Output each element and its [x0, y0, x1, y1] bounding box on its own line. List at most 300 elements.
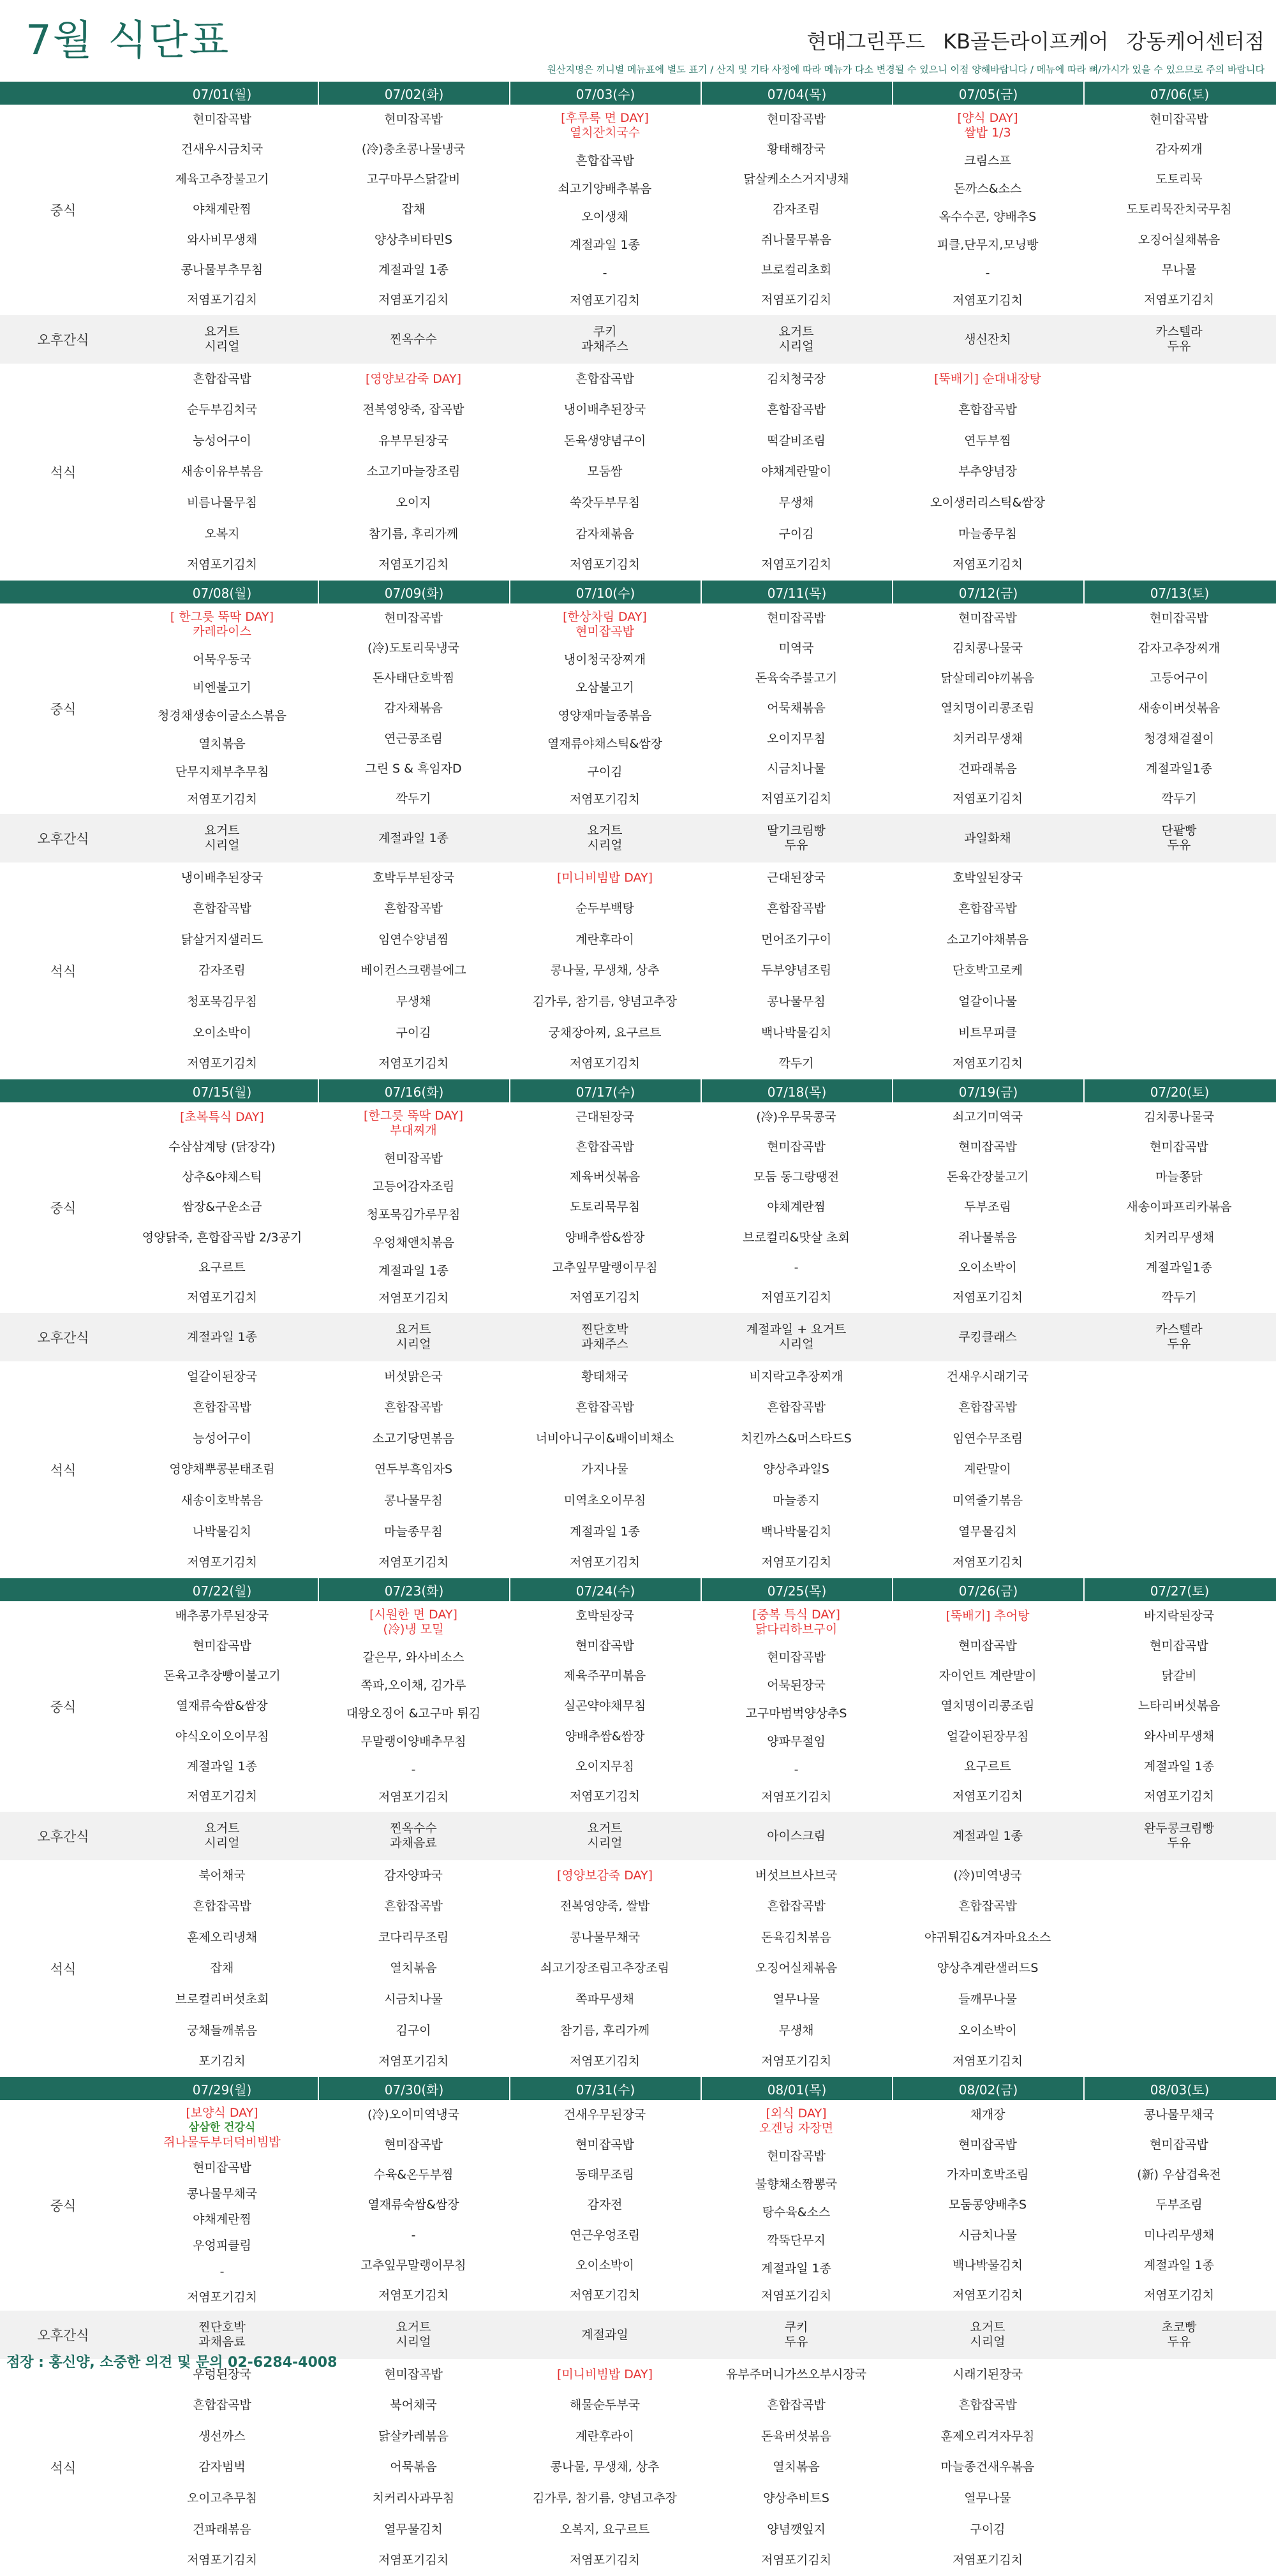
- menu-item: 돈육간장불고기: [946, 1170, 1029, 1185]
- menu-item: (冷)도토리묵냉국: [367, 641, 459, 656]
- menu-item: 양념깻잎지: [767, 2522, 826, 2536]
- menu-item: 열무나물: [773, 1992, 820, 2007]
- menu-item: 실곤약야채무침: [563, 1699, 646, 1714]
- menu-item: 미역국: [778, 641, 814, 656]
- menu-item: 오이지무침: [767, 731, 826, 746]
- menu-item: 두유: [784, 838, 808, 852]
- menu-item: 먼어조기구이: [760, 932, 832, 947]
- notice-text: 원산지명은 끼니별 메뉴표에 별도 표기 / 산지 및 기타 사정에 따라 메뉴가 다소 변경될 수 있으니 이점 양해바랍니다 / 메뉴에 따라 뼈/가시가 있을 수 있으므로 주의 바랍니다: [547, 64, 1265, 75]
- menu-item: 코다리무조림: [378, 1930, 449, 1944]
- menu-item: 임연수무조림: [952, 1431, 1023, 1446]
- menu-item: 영양재마늘종볶음: [558, 708, 652, 723]
- menu-item: 오이소박이: [958, 2023, 1017, 2038]
- menu-item: 콩나물무침: [384, 1493, 443, 1508]
- menu-item: 저염포기김치: [378, 558, 449, 572]
- menu-item: 저염포기김치: [378, 2288, 449, 2302]
- menu-item: 쇠고기양배추볶음: [558, 182, 652, 196]
- menu-item: 계절과일 1종: [570, 1524, 640, 1539]
- menu-item: 과채음료: [198, 2335, 246, 2349]
- menu-item: 계절과일 1종: [187, 1759, 257, 1773]
- menu-item: 과일화채: [964, 831, 1011, 845]
- menu-item: 수삼삼계탕 (닭장각): [168, 1140, 276, 1155]
- menu-item: 흔합잡곡밥: [384, 1400, 443, 1415]
- date-cell: 07/30(화): [318, 2077, 509, 2100]
- menu-cell: [892, 862, 1083, 1079]
- date-cell: 07/25(목): [701, 1578, 892, 1601]
- menu-item: 흔합잡곡밥: [193, 1899, 251, 1914]
- menu-item: 현미잡곡밥: [384, 2138, 443, 2152]
- dinner-section: [0, 2359, 1276, 2576]
- menu-item: 저염포기김치: [952, 558, 1023, 572]
- event-banner: [초복특식 DAY]: [180, 1110, 264, 1125]
- menu-item: 저염포기김치: [378, 1790, 449, 1805]
- menu-item: 비름나물무침: [186, 496, 258, 510]
- menu-item: 자이언트 계란말이: [938, 1669, 1037, 1684]
- date-cell: 07/31(수): [509, 2077, 701, 2100]
- date-cell: 07/20(토): [1083, 1079, 1275, 1102]
- menu-cell: [701, 603, 892, 814]
- menu-item: 오이소박이: [193, 1025, 251, 1040]
- menu-item: 임연수양념찜: [378, 932, 449, 947]
- menu-item: 열치볶음: [773, 2460, 820, 2475]
- menu-cell: [126, 1102, 318, 1313]
- menu-item: 흔합잡곡밥: [958, 901, 1017, 916]
- menu-item: 고구마범벅양상추S: [745, 1706, 847, 1721]
- menu-cell: [509, 603, 701, 814]
- menu-item: 청포묵김무침: [186, 995, 258, 1009]
- menu-item: 백나박물김치: [760, 1025, 832, 1040]
- event-banner: [한상차림 DAY] 현미잡곡밥: [563, 610, 647, 639]
- menu-cell: [126, 1812, 318, 1860]
- menu-cell: [509, 364, 701, 581]
- menu-item: 얼갈이된장국: [186, 1369, 258, 1384]
- dinner-label: 석식: [50, 1463, 77, 1478]
- menu-item: 콩나물부추무침: [181, 262, 263, 277]
- date-cell: 07/19(금): [892, 1079, 1083, 1102]
- menu-item: 김치콩나물국: [1143, 1110, 1215, 1125]
- menu-item: 쪽파,오이채, 김가루: [360, 1678, 466, 1693]
- menu-item: 과채주스: [581, 339, 628, 353]
- menu-item: 너비아니구이&배이비채소: [535, 1431, 674, 1446]
- menu-item: 쿠킹클래스: [958, 1329, 1017, 1344]
- menu-item: 오이지무침: [575, 1759, 634, 1773]
- menu-cell: [509, 1102, 701, 1313]
- menu-item: 저염포기김치: [952, 1290, 1023, 1305]
- date-cell: 07/11(목): [701, 581, 892, 603]
- menu-item: 저염포기김치: [569, 792, 641, 807]
- menu-cell: [892, 1601, 1083, 1812]
- menu-item: 새송이버섯볶음: [1138, 701, 1220, 716]
- menu-item: 시리얼: [587, 1836, 623, 1850]
- menu-item: 현미잡곡밥: [1150, 2138, 1208, 2152]
- snack-section: [0, 1812, 1276, 1860]
- menu-item: 흔합잡곡밥: [575, 1140, 634, 1155]
- menu-item: 저염포기김치: [952, 1555, 1023, 1570]
- date-cell: 07/12(금): [892, 581, 1083, 603]
- menu-cell: [318, 862, 509, 1079]
- menu-item: 참기름, 후리가께: [560, 2023, 650, 2038]
- menu-item: 카스텔라: [1155, 325, 1203, 339]
- menu-cell: [892, 1361, 1083, 1578]
- date-cell: 07/04(목): [701, 82, 892, 105]
- menu-item: 어묵우동국: [193, 653, 251, 667]
- menu-item: 계절과일 1종: [570, 237, 640, 252]
- menu-item: 깍두기: [1161, 1290, 1197, 1305]
- menu-item: 호박잎된장국: [952, 870, 1023, 885]
- menu-item: 가자미호박조림: [946, 2168, 1029, 2182]
- menu-item: 어묵된장국: [767, 1678, 826, 1693]
- date-cell: 07/23(화): [318, 1578, 509, 1601]
- menu-item: 저염포기김치: [952, 1056, 1023, 1071]
- menu-item: 돈까스&소스: [953, 182, 1022, 196]
- menu-cell: [892, 2359, 1083, 2576]
- event-banner: [ 한그릇 뚝딱 DAY] 카레라이스: [170, 610, 274, 639]
- menu-item: 완두콩크림빵: [1143, 1821, 1215, 1835]
- menu-item: 새송이파프리카볶음: [1126, 1200, 1232, 1215]
- lunch-section: [0, 2100, 1276, 2311]
- menu-item: 계란후라이: [575, 2429, 634, 2443]
- menu-item: 시금치나물: [958, 2228, 1017, 2242]
- lunch-section: [0, 603, 1276, 814]
- menu-item: 현미잡곡밥: [384, 112, 443, 127]
- date-cell: 07/02(화): [318, 82, 509, 105]
- menu-item: 감자조림: [198, 963, 246, 978]
- menu-item: 저염포기김치: [760, 1290, 832, 1305]
- menu-item: 닭살케소스거지냉채: [743, 172, 849, 187]
- menu-item: 비지락고추장찌개: [749, 1369, 843, 1384]
- dinner-section: [0, 364, 1276, 581]
- menu-cell: [701, 814, 892, 862]
- menu-cell: [126, 364, 318, 581]
- date-cell: 08/02(금): [892, 2077, 1083, 2100]
- event-menu-item: 쥐나물두부더덕비빔밥: [163, 2135, 281, 2149]
- menu-item: 도토리묵잔치국무침: [1126, 202, 1232, 217]
- event-banner: [미니비빔밥 DAY]: [556, 2367, 653, 2381]
- menu-item: 야귀튀김&겨자마요소스: [924, 1930, 1051, 1944]
- menu-item: 두유: [1167, 1836, 1191, 1850]
- menu-item: 북어채국: [198, 1868, 246, 1883]
- menu-item: 돈사태단호박찜: [372, 671, 455, 686]
- menu-item: 쥐나물볶음: [958, 1230, 1017, 1245]
- menu-item: 찐옥수수: [390, 1821, 437, 1835]
- menu-item: 바지락된장국: [1143, 1609, 1215, 1624]
- menu-item: 감자고추장찌개: [1138, 641, 1220, 656]
- menu-item: 저염포기김치: [1143, 292, 1215, 307]
- menu-item: 김치청국장: [767, 371, 826, 386]
- menu-item: 흔합잡곡밥: [958, 1899, 1017, 1914]
- menu-item: 능성어구이: [193, 1431, 251, 1446]
- menu-item: 계절과일 + 요거트: [746, 1322, 847, 1336]
- menu-item: 찐단호박: [198, 2320, 246, 2334]
- snack-label: 오후간식: [37, 2328, 89, 2343]
- menu-item: 참기름, 후리가께: [368, 526, 459, 541]
- menu-item: 감자조림: [773, 202, 820, 217]
- date-cell: 07/13(토): [1083, 581, 1275, 603]
- menu-item: 콩나물, 무생채, 상추: [550, 2460, 660, 2475]
- menu-item: 양상추비타민S: [374, 232, 453, 247]
- menu-item: 우렁된장국: [193, 2367, 251, 2381]
- menu-cell: [509, 814, 701, 862]
- menu-item: 열치명이리콩조림: [940, 1699, 1035, 1714]
- menu-cell: [509, 315, 701, 364]
- menu-item: 청포묵김가루무침: [366, 1207, 461, 1222]
- menu-item: 야채계란말이: [760, 464, 832, 479]
- menu-item: 흔합잡곡밥: [575, 154, 634, 168]
- menu-cell: [126, 862, 318, 1079]
- menu-item: 상추&야채스틱: [182, 1170, 262, 1185]
- menu-cell: [1083, 2100, 1275, 2311]
- menu-item: 건파래볶음: [193, 2522, 251, 2536]
- menu-item: -: [411, 2228, 416, 2242]
- menu-item: 흔합잡곡밥: [767, 2398, 826, 2413]
- menu-item: 요거트: [778, 325, 814, 339]
- menu-item: 현미잡곡밥: [958, 1140, 1017, 1155]
- menu-item: -: [794, 1762, 799, 1777]
- menu-item: 대왕오징어 &고구마 튀김: [346, 1706, 481, 1721]
- menu-cell: [1083, 364, 1275, 581]
- menu-cell: [701, 1313, 892, 1361]
- menu-item: 흔합잡곡밥: [575, 371, 634, 386]
- lunch-section: [0, 1601, 1276, 1812]
- menu-item: 청경채생송이굴소스볶음: [158, 708, 286, 723]
- menu-item: 소고기야채볶음: [946, 932, 1029, 947]
- menu-item: 시리얼: [396, 1337, 431, 1351]
- menu-item: 야식오이오이무침: [175, 1729, 269, 1743]
- menu-item: 연근콩조림: [384, 731, 443, 746]
- menu-item: 콩나물무채국: [569, 1930, 641, 1944]
- menu-item: 오복지: [204, 526, 240, 541]
- menu-item: 제육고추장불고기: [175, 172, 269, 187]
- menu-item: 요거트: [204, 824, 240, 838]
- menu-item: 저염포기김치: [186, 558, 258, 572]
- menu-item: 초코빵: [1161, 2320, 1197, 2334]
- menu-cell: [1083, 315, 1275, 364]
- menu-cell: [318, 315, 509, 364]
- menu-item: 흔합잡곡밥: [958, 2398, 1017, 2413]
- menu-item: 닭살데리야끼볶음: [940, 671, 1035, 686]
- menu-item: 양상추계란샐러드S: [937, 1961, 1039, 1976]
- menu-item: 두유: [1167, 1337, 1191, 1351]
- menu-cell: [318, 2311, 509, 2359]
- menu-item: 마늘종건새우볶음: [940, 2460, 1035, 2475]
- menu-item: 요구르트: [964, 1759, 1011, 1773]
- menu-cell: [701, 862, 892, 1079]
- menu-item: 흔합잡곡밥: [575, 1400, 634, 1415]
- menu-item: 현미잡곡밥: [193, 2161, 251, 2175]
- menu-item: 현미잡곡밥: [193, 1639, 251, 1654]
- menu-item: 건파래볶음: [958, 761, 1017, 776]
- menu-item: 쇠고기장조림고추장조림: [540, 1961, 669, 1976]
- menu-item: (冷)충초콩나물냉국: [361, 142, 466, 157]
- menu-item: 냉이배추된장국: [563, 403, 646, 417]
- menu-item: 북어채국: [390, 2398, 437, 2413]
- menu-cell: [1083, 1313, 1275, 1361]
- menu-cell: [318, 814, 509, 862]
- date-cell: 07/27(토): [1083, 1578, 1275, 1601]
- menu-item: 열무나물: [964, 2491, 1011, 2506]
- menu-cell: [892, 105, 1083, 315]
- menu-item: 모둠 동그랑땡전: [753, 1170, 840, 1185]
- menu-item: 전복영양죽, 잡곡밥: [362, 403, 464, 417]
- menu-item: 와사비무생채: [1143, 1729, 1215, 1743]
- date-cell: 07/05(금): [892, 82, 1083, 105]
- menu-item: 브로컬리&맛살 초회: [743, 1230, 850, 1245]
- menu-item: 버섯브브사브국: [755, 1868, 838, 1883]
- menu-item: 포기김치: [198, 2054, 246, 2069]
- menu-item: 구이김: [396, 1025, 431, 1040]
- menu-item: 김가루, 참기름, 양념고추장: [532, 2491, 678, 2506]
- menu-item: 탕수육&소스: [762, 2205, 831, 2219]
- menu-cell: [892, 1102, 1083, 1313]
- menu-item: 김가루, 참기름, 양념고추장: [532, 995, 678, 1009]
- menu-cell: [1083, 814, 1275, 862]
- menu-cell: [126, 1313, 318, 1361]
- menu-item: 시금치나물: [384, 1992, 443, 2007]
- menu-item: 요거트: [970, 2320, 1005, 2334]
- event-banner: [미니비빔밥 DAY]: [556, 870, 653, 885]
- menu-item: 찐단호박: [581, 1322, 628, 1336]
- menu-item: 가지나물: [581, 1462, 628, 1477]
- menu-item: 오이지: [396, 496, 431, 510]
- menu-item: 떡갈비조림: [767, 433, 826, 448]
- menu-item: 훈제오리겨자무침: [940, 2429, 1035, 2443]
- menu-item: 현미잡곡밥: [384, 2367, 443, 2381]
- menu-item: 저염포기김치: [186, 1789, 258, 1803]
- menu-item: 얼갈이된장무침: [946, 1729, 1029, 1743]
- menu-item: 미나리무생채: [1143, 2228, 1215, 2242]
- menu-item: 찐옥수수: [390, 332, 437, 346]
- menu-item: 냉이청국장찌개: [563, 653, 646, 667]
- menu-item: 콩나물무침: [767, 995, 826, 1009]
- menu-item: 쿠키: [784, 2320, 808, 2334]
- date-header-row: [0, 2077, 1276, 2100]
- menu-item: 저염포기김치: [952, 2288, 1023, 2302]
- menu-item: 저염포기김치: [760, 292, 832, 307]
- menu-item: 두부조림: [1155, 2198, 1203, 2212]
- menu-item: 열치명이리콩조림: [940, 701, 1035, 716]
- menu-cell: [126, 315, 318, 364]
- menu-item: 흔합잡곡밥: [767, 403, 826, 417]
- week-block: [0, 82, 1276, 581]
- menu-item: 단팥빵: [1161, 824, 1197, 838]
- menu-item: 쥐나물무볶음: [760, 232, 832, 247]
- menu-item: 연근우엉조림: [569, 2228, 641, 2242]
- menu-item: 옥수수콘, 양배추S: [938, 209, 1037, 224]
- menu-item: (冷)미역냉국: [953, 1868, 1022, 1883]
- menu-item: 두유: [784, 2335, 808, 2349]
- menu-item: 카스텔라: [1155, 1322, 1203, 1336]
- menu-item: 유부무된장국: [378, 433, 449, 448]
- event-banner: [영양보감죽 DAY]: [365, 371, 462, 386]
- menu-item: 저염포기김치: [569, 2288, 641, 2302]
- menu-item: 현미잡곡밥: [1150, 1140, 1208, 1155]
- menu-item: 크림스프: [964, 154, 1011, 168]
- menu-item: 소고기마늘장조림: [366, 464, 461, 479]
- menu-item: 흔합잡곡밥: [384, 1899, 443, 1914]
- menu-item: 현미잡곡밥: [575, 1639, 634, 1654]
- menu-item: 요거트: [204, 1821, 240, 1835]
- menu-cell: [701, 315, 892, 364]
- menu-item: 현미잡곡밥: [958, 611, 1017, 626]
- menu-item: 저염포기김치: [1143, 1789, 1215, 1803]
- lunch-label: 중식: [50, 1201, 77, 1216]
- menu-item: 흔합잡곡밥: [767, 1899, 826, 1914]
- menu-item: 현미잡곡밥: [767, 611, 826, 626]
- menu-item: 닭살카레볶음: [378, 2429, 449, 2443]
- menu-item: 저염포기김치: [186, 1056, 258, 1071]
- menu-item: 양파무절임: [767, 1734, 826, 1749]
- menu-item: 저염포기김치: [760, 2289, 832, 2304]
- lunch-label: 중식: [50, 2198, 77, 2214]
- health-badge: 삼삼한 건강식: [188, 2121, 256, 2134]
- lunch-label: 중식: [50, 1699, 77, 1715]
- menu-item: 순두부백탕: [575, 901, 634, 916]
- menu-item: -: [219, 2264, 225, 2279]
- menu-item: 흔합잡곡밥: [193, 901, 251, 916]
- menu-item: 비트무피클: [958, 1025, 1017, 1040]
- menu-cell: [126, 1601, 318, 1812]
- menu-item: 계절과일 1종: [378, 831, 449, 845]
- menu-item: 느타리버섯볶음: [1138, 1699, 1220, 1714]
- menu-item: 닭살거지샐러드: [181, 932, 263, 947]
- menu-item: 열치볶음: [390, 1961, 437, 1976]
- menu-item: 단무지채부추무침: [175, 764, 269, 779]
- menu-cell: [318, 1313, 509, 1361]
- menu-cell: [701, 364, 892, 581]
- menu-item: -: [411, 1762, 416, 1777]
- menu-cell: [892, 814, 1083, 862]
- menu-item: 야채계란찜: [767, 1200, 826, 1215]
- menu-item: 저염포기김치: [378, 1555, 449, 1570]
- lunch-section: [0, 105, 1276, 315]
- date-header-row: [0, 1079, 1276, 1102]
- menu-item: 요거트: [396, 2320, 431, 2334]
- menu-item: 영양닭죽, 흔합잡곡밥 2/3공기: [142, 1230, 302, 1245]
- menu-item: 근대된장국: [575, 1110, 634, 1125]
- menu-item: 양배추쌈&쌈장: [565, 1729, 645, 1743]
- event-banner: [한그릇 뚝딱 DAY] 부대찌개: [363, 1109, 464, 1138]
- menu-item: 피클,단무지,모닝빵: [937, 237, 1039, 252]
- date-cell: 07/15(월): [192, 1084, 252, 1100]
- date-header-row: [0, 581, 1276, 603]
- menu-item: (新) 우삼겹육전: [1137, 2168, 1221, 2182]
- date-cell: 08/03(토): [1083, 2077, 1275, 2100]
- menu-item: 두부양념조림: [760, 963, 832, 978]
- lunch-section: [0, 1102, 1276, 1313]
- menu-item: 저염포기김치: [760, 1790, 832, 1805]
- menu-item: 시리얼: [970, 2335, 1005, 2349]
- menu-item: 저염포기김치: [952, 293, 1023, 308]
- menu-cell: [892, 1313, 1083, 1361]
- footer-contact: 점장 : 홍신양, 소중한 의견 및 문의 02-6284-4008: [6, 2355, 338, 2371]
- menu-item: 계절과일 1종: [378, 1263, 449, 1278]
- snack-section: [0, 1313, 1276, 1361]
- menu-item: 배추콩가루된장국: [175, 1609, 269, 1624]
- menu-item: 시리얼: [204, 838, 240, 852]
- menu-item: 무나물: [1161, 262, 1197, 277]
- menu-cell: [126, 1860, 318, 2077]
- menu-cell: [701, 1102, 892, 1313]
- menu-item: 현미잡곡밥: [767, 2149, 826, 2164]
- menu-item: 쇠고기미역국: [952, 1110, 1023, 1125]
- menu-item: 열무물김치: [384, 2522, 443, 2536]
- snack-section: [0, 315, 1276, 364]
- menu-item: 베이컨스크램블에그: [360, 963, 466, 978]
- menu-item: 열무물김치: [958, 1524, 1017, 1539]
- menu-item: 계절과일1종: [1146, 1260, 1212, 1275]
- menu-item: 궁채장아찌, 요구르트: [548, 1025, 662, 1040]
- menu-item: 저염포기김치: [186, 1555, 258, 1570]
